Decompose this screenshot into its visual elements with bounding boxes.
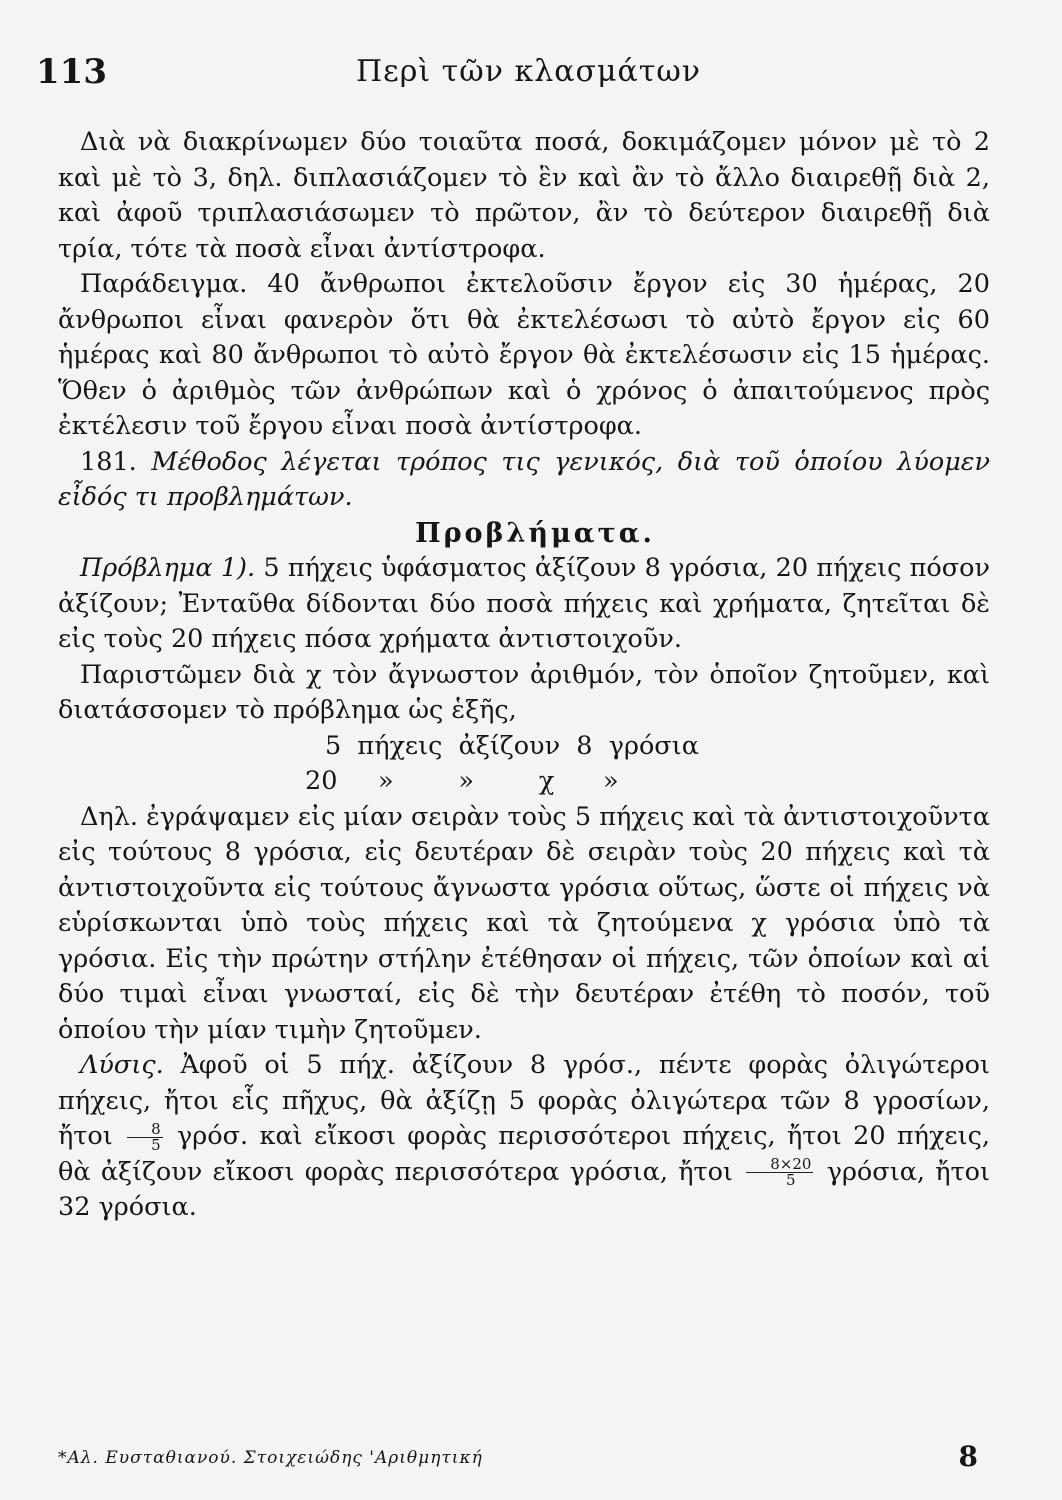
problem-label: Πρόβλημα 1).	[80, 553, 256, 583]
proportion-row-1: 5 πήχεις ἀξίζουν 8 γρόσια	[325, 730, 699, 761]
paragraph-method	[58, 445, 990, 516]
paragraph-explanation: Δηλ. ἐγράψαμεν εἰς μίαν σειρὰν τοὺς 5 πήχεις καὶ τὰ ἀντιστοιχοῦντα εἰς τούτους 8 γρόσια, εἰς δευτέραν δὲ σειρὰν τοὺς 20 πήχεις καὶ τὰ ἀντιστοιχοῦντα εἰς τούτους ἄγνωστα γρόσια οὕτως, ὥστε οἱ πήχεις νὰ εὑρίσκωνται ὑπὸ τοὺς πήχεις καὶ τὰ ζητούμενα χ γρόσια ὑπὸ τὰ γρόσια. Εἰς τὴν πρώτην στήλην ἐτέθησαν οἱ πήχεις, τῶν ὁποίων καὶ αἱ δύο τιμαὶ εἶναι γνωσταί, εἰς δὲ τὴν δευτέραν ἐτέθη τὸ ποσόν, τοῦ ὁποίου τὴν μίαν τιμὴν ζητοῦμεν.	[58, 801, 990, 1045]
running-head: Περὶ τῶν κλασμάτων	[356, 54, 702, 89]
solution-text-a: Ἀφοῦ οἱ 5 πήχ. ἀξίζουν 8 γρόσ., πέντε φορὰς ὀλιγώτεροι πήχεις, ἤτοι εἷς πῆχυς, θὰ ἀξίζῃ 5 φορὰς ὀλιγώτερα τῶν 8 γροσίων, ἤτοι	[58, 1050, 990, 1151]
page-header	[36, 52, 996, 102]
paragraph-problem	[58, 551, 990, 658]
paragraph-setup: Παριστῶμεν διὰ χ τὸν ἄγνωστον ἀριθμόν, τὸν ὁποῖον ζητοῦμεν, καὶ διατάσσομεν τὸ πρόβλημα ὡς ἑξῆς,	[58, 659, 990, 725]
solution-text-c: γρόσια, ἤτοι 32 γρόσια.	[58, 1156, 991, 1222]
section-heading: Προβλήματα.	[415, 517, 655, 549]
fraction-numerator: 8	[127, 1122, 163, 1138]
fraction-denominator: 5	[151, 1135, 161, 1154]
page-body	[58, 125, 990, 1226]
fraction-product	[746, 1157, 813, 1188]
problem-text: 5 πήχεις ὑφάσματος ἀξίζουν 8 γρόσια, 20 πήχεις πόσον ἀξίζουν; Ἐνταῦθα δίδονται δύο ποσὰ πήχεις καὶ χρήματα, ζητεῖται δὲ εἰς τοὺς 20 πήχεις πόσα χρήματα ἀντιστοιχοῦν.	[58, 553, 990, 654]
section-number: 181.	[80, 446, 137, 477]
fraction-eight-fifths	[127, 1119, 163, 1154]
solution-text-b: γρόσ. καὶ εἴκοσι φορὰς περισσότεροι πήχεις, ἤτοι 20 πήχεις, θὰ ἀξίζουν εἴκοσι φορὰς περισσότερα γρόσια, ἤτοι	[58, 1121, 990, 1187]
paragraph-distinguish: Διὰ νὰ διακρίνωμεν δύο τοιαῦτα ποσά, δοκιμάζομεν μόνον μὲ τὸ 2 καὶ μὲ τὸ 3, δηλ. διπλασιάζομεν τὸ ἓν καὶ ἂν τὸ ἄλλο διαιρεθῇ διὰ 2, καὶ ἀφοῦ τριπλασιάσωμεν τὸ πρῶτον, ἂν τὸ δεύτερον διαιρεθῇ διὰ τρία, τότε τὰ ποσὰ εἶναι ἀντίστροφα.	[58, 127, 990, 264]
paragraph-solution	[58, 1048, 990, 1226]
signature-mark: 8	[958, 1440, 978, 1473]
printer-footnote: *Αλ. Ευσταθιανού. Στοιχειώδης 'Αριθμητική	[58, 1448, 483, 1468]
page-footer	[58, 1440, 978, 1480]
solution-label: Λύσις.	[80, 1050, 164, 1080]
proportion-row-2: 20 » » χ »	[305, 766, 619, 796]
method-definition: Μέθοδος λέγεται τρόπος τις γενικός, διὰ τοῦ ὁποίου λύομεν εἶδός τι προβλημάτων.	[58, 446, 990, 512]
page-number: 113	[36, 52, 107, 92]
fraction-denominator: 5	[786, 1171, 796, 1189]
paragraph-example: Παράδειγμα. 40 ἄνθρωποι ἐκτελοῦσιν ἔργον εἰς 30 ἡμέρας, 20 ἄνθρωποι εἶναι φανερὸν ὅτι θὰ ἐκτελέσωσι τὸ αὐτὸ ἔργον εἰς 60 ἡμέρας καὶ 80 ἄνθρωποι τὸ αὐτὸ ἔργον θὰ ἐκτελέσωσιν εἰς 15 ἡμέρας. Ὅθεν ὁ ἀριθμὸς τῶν ἀνθρώπων καὶ ὁ χρόνος ὁ ἀπαιτούμενος πρὸς ἐκτέλεσιν τοῦ ἔργου εἶναι ποσὰ ἀντίστροφα.	[58, 269, 990, 441]
fraction-numerator: 8×20	[746, 1157, 813, 1173]
